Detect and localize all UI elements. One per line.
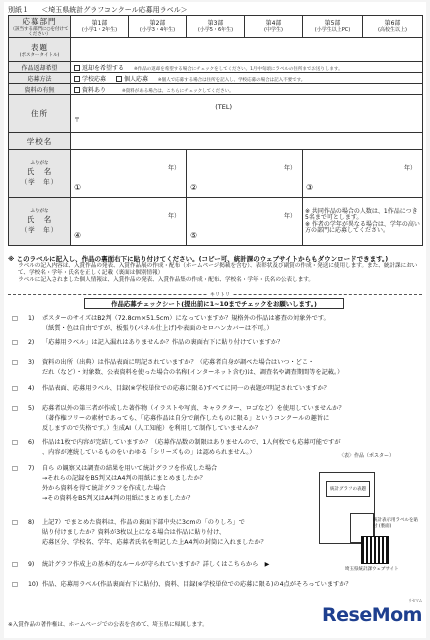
checklist-checkbox[interactable]: □ [12, 405, 18, 412]
instruction-line-1: ※ このラベルに記入し、作品の裏面右下に貼り付けてください。(コピー可、統計課のウェブサイトからもダウンロードできます。) [8, 255, 389, 263]
return-option: 返却を希望する [82, 64, 125, 72]
checklist-checkbox[interactable]: □ [12, 385, 18, 392]
return-row [71, 62, 423, 73]
checklist-checkbox[interactable]: □ [12, 465, 18, 472]
dept-label-cell [9, 16, 71, 38]
sticker-label: 統計表示用ラベルを貼付 (裏面) [373, 518, 418, 529]
poster-diagram [301, 452, 423, 582]
dept-option-3[interactable]: 第3部 (小学5・6年生) [187, 16, 245, 38]
dept-option-6[interactable]: 第6部 (高校生以上) [363, 16, 423, 38]
title-field[interactable] [71, 38, 423, 62]
checklist-checkbox[interactable]: □ [12, 561, 18, 568]
method-note: ※個人で応募する場合は住所を記入し、学校応募の場合は記入不要です。 [157, 77, 306, 83]
poster-illustration [319, 472, 375, 544]
dept-note: （該当する部門に○を付けてください） [10, 27, 69, 37]
form-title: ＜埼玉県統計グラフコンクール応募用ラベル＞ [41, 6, 188, 14]
copyright-footnote: ※入賞作品の著作権は、ホームページでの公表を含めて、埼玉県に帰属します。 [8, 622, 208, 628]
name-field-4[interactable]: ④ 年） [71, 198, 187, 246]
address-field[interactable] [71, 95, 423, 133]
school-entry-checkbox[interactable] [74, 76, 80, 82]
checklist-checkbox[interactable]: □ [12, 519, 18, 526]
method-row [71, 73, 423, 84]
dept-option-1[interactable]: 第1部 (小学1・2年生) [71, 16, 129, 38]
title-label: 表題 [31, 42, 48, 52]
title-label-cell [9, 38, 71, 62]
form-header [8, 5, 198, 15]
label-instructions [8, 256, 422, 284]
individual-entry-checkbox[interactable] [116, 76, 122, 82]
material-label: 資料の有無 [9, 84, 71, 95]
name-label-cell-2: ふりがな 氏 名 （学 年） [9, 198, 71, 246]
checklist-checkbox[interactable]: □ [12, 359, 18, 366]
material-checkbox[interactable] [74, 87, 80, 93]
qr-code-icon[interactable] [361, 536, 389, 564]
address-label-cell [9, 95, 71, 133]
material-option: 資料あり [82, 86, 107, 94]
school-field[interactable] [71, 133, 423, 150]
dept-label: 応募部門 [22, 17, 57, 26]
dept-option-5[interactable]: 第5部 (小学生以上PC) [303, 16, 363, 38]
name-label-cell-1: ふりがな 氏 名 （学 年） [9, 150, 71, 198]
tel-label: (TEL) [215, 102, 232, 111]
document-page: 別紙１ ＜埼玉県統計グラフコンクール応募用ラベル＞ 応募部門 （該当する部門に○を付けてください） 第1部 (小学1・2年生) 第2部 (小学3・4年生) 第3部 (小学5・6年生) 第4部 (中学生) 第5部 (小学生以上PC) 第6部 (高校生以上) 表題 (ポスタータイトル) 作品返却希望 返却を希望する ※作品の返却を希望する場合にチェックをしてください。1月中旬頃にラベルの住所までお送りします。 応募方法 学校応募 個人応募 ※個人で応募する場合は住所を記入し、学校応募の場合は記入不要です。 資料の有無 資料あり ※資料がある場合は、こちらにチェックしてください。 住所 〒 (TEL) 学校名 ふりがな 氏 名 （学 年） ① 年） ② 年） ③ 年） ふりがな 氏 名 （学 年） ④ 年） ⑤ 年） ※ 共同作品の場合の人数は、1作品につき5名まで可とします。 ※ 作者の学年が異なる場合は、学年の高い方の部門に応募してください。 ※ このラベルに記入し、作品の裏面右下に貼り付けてください。(コピー可、統計課のウェブサイトからもダウンロードできます。) ラベルの記入内容は、入賞作品の発表、入賞作品展の作成・配布（ホームページ掲載を含む）、表彰状及び副賞の作成・発送に使用します。また、統計課において、学校名・学年・氏名を正しく記載（裏面は個別情報） ラベルに記入されました個人情報は、入賞作品の発表、入賞作品集の作成・配布、学校名・学年・氏名の公表します。 キリトリ 作品応募チェックシート(提出前に1~10までチェックをお願いします。) □ 1) ポスターのサイズはB2判（72.8cm×51.5cm）になっていますか？規格外の作品は審査の対象外です。 （紙質・色は自由ですが、板張り(パネル仕上げ)や表面のセロハンカバーは不可。） □ 2) 「応募用ラベル」は記入漏れはありませんか？作品の裏面右下に貼り付けていますか？ □ 3) 資料の出所（出典）は作品表面に明記されていますか？（応募者自身が調べた場合はいつ・どこ・ だれ（など）・対象数、公表資料を使った場合の名称(インターネット含む)は、調査名や調査期間等を記載。） □ 4) 作品表面、応募用ラベル、目録(※学校単位での応募に限る)すべてに同一の表題が明記されていますか？ □ 5) 応募者以外の第三者が作成した著作物（イラストや写真、キャラクター、ロゴなど）を使用していませんか？ （著作権フリーの素材であっても、「応募作品は自分で創作したものに限る」というコンクールの趣旨に 反しますので失格です。）生成AI（人工知能）を利用して制作していませんか？ □ 6) 作品は1枚で内容が完結していますか？（応募作品数の制限はありませんので、1人何枚でも応募可能ですが 、内容が連続しているものをいわゆる「シリーズもの」は認められません。） □ 7) 自ら の観察又は調査の結果を用いて統計グラフを作成した場合 →それらの記録をB5判又はA4判の用紙にまとめましたか？ 外から資料を得て統計グラフを作成した場合 →その資料をB5判又はA4判の用紙にまとめましたか？ □ 8) 上記7）でまとめた資料は、作品の裏面下部中央に3cmの「のりしろ」で 貼り付けましたか？資料が3枚以上になる場合は作品に貼り付け、 応募区分、学校名、学年、応募者氏名を明記した上A4判の封筒に入れましたか？ □ 9) 統計グラフ作成上の基本的なルールが守られていますか？詳しくはこちらから ▶ □ 10) 作品、応募用ラベル(作品裏面右下に貼付)、資料、目録(※学校単位での応募に限る)の4点がそろっていますか？ 〈表〉作品（ポスター） 統計グラフの表題 統計表示用ラベルを貼付 (裏面) 埼玉県統計課ウェブサイト ※入賞作品の著作権は、ホームページでの公表を含めて、埼玉県に帰属します。 ReseMom リセマム [4, 2, 426, 638]
checklist-checkbox[interactable]: □ [12, 339, 18, 346]
attachment-ref: 別紙１ [8, 6, 29, 14]
material-note: ※資料がある場合は、こちらにチェックしてください。 [121, 88, 234, 94]
resemom-logo: ReseMom リセマム [322, 598, 422, 626]
checklist-checkbox[interactable]: □ [12, 315, 18, 322]
instruction-line-2: ラベルの記入内容は、入賞作品の発表、入賞作品展の作成・配布（ホームページ掲載を含む）、表彰状及び副賞の作成・発送に使用します。また、統計課において、学校名・学年・氏名を正しく記載（裏面は個別情報） [18, 263, 418, 276]
qr-caption: 埼玉県統計課ウェブサイト [345, 567, 399, 572]
coauthor-note: ※ 共同作品の場合の人数は、1作品につき5名まで可とします。 ※ 作者の学年が異なる場合は、学年の高い方の部門に応募してください。 [303, 198, 423, 246]
cut-label: キリトリ [210, 292, 231, 298]
poster-title-box: 統計グラフの表題 [326, 481, 370, 497]
checksheet-title: 作品応募チェックシート(提出前に1~10までチェックをお願いします。) [84, 298, 344, 309]
name-field-2[interactable]: ② 年） [187, 150, 303, 198]
entry-label-form [8, 15, 423, 246]
instruction-line-3: ラベルに記入されました個人情報は、入賞作品の発表、入賞作品集の作成・配布、学校名・学年・氏名の公表します。 [18, 277, 315, 283]
individual-entry-option: 個人応募 [123, 75, 148, 83]
postal-mark: 〒 [74, 116, 81, 124]
dept-option-4[interactable]: 第4部 (中学生) [245, 16, 303, 38]
material-row [71, 84, 423, 95]
school-label: 学校名 [26, 136, 53, 146]
method-label: 応募方法 [9, 73, 71, 84]
return-checkbox[interactable] [74, 65, 80, 71]
school-entry-option: 学校応募 [82, 75, 107, 83]
poster-diagram-label: 〈表〉作品（ポスター） [339, 453, 395, 459]
address-label: 住所 [31, 109, 48, 118]
cut-line [8, 292, 422, 298]
name-field-5[interactable]: ⑤ 年） [187, 198, 303, 246]
school-label-cell [9, 133, 71, 150]
name-field-1[interactable]: ① 年） [71, 150, 187, 198]
dept-option-2[interactable]: 第2部 (小学3・4年生) [129, 16, 187, 38]
return-note: ※作品の返却を希望する場合にチェックをしてください。1月中旬頃にラベルの住所までお送りします。 [133, 66, 343, 72]
checklist-checkbox[interactable]: □ [12, 581, 18, 588]
checklist-checkbox[interactable]: □ [12, 439, 18, 446]
name-field-3[interactable]: ③ 年） [303, 150, 423, 198]
title-sub: (ポスタータイトル) [19, 52, 60, 58]
return-label: 作品返却希望 [9, 62, 71, 73]
